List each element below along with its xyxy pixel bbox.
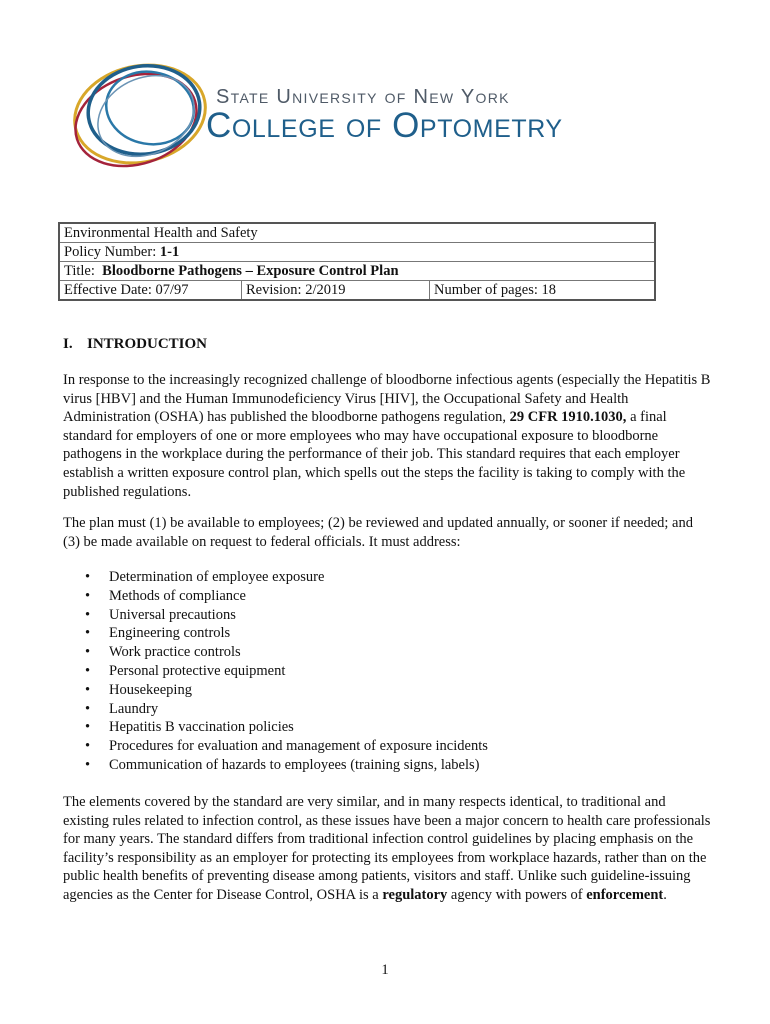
page-count: Number of pages: 18 [434,282,557,298]
regulation-citation: 29 CFR 1910.1030, [509,409,627,426]
enforcement-emphasis: enforcement [586,886,664,903]
list-item-text: Work practice controls [109,644,241,661]
plan-requirements-paragraph: The plan must (1) be available to employees; (2) be reviewed and updated annually, or sooner if needed; and (3) be made available on request to federal officials. It must address: [63,515,693,550]
list-item-text: Procedures for evaluation and management of exposure incidents [109,738,488,755]
bullet-icon: • [85,662,91,679]
list-item [63,756,488,775]
list-item [63,700,488,719]
elements-text-end: . [663,886,667,903]
page-number: 1 [381,962,389,978]
bullet-icon: • [85,719,91,736]
dates-row [60,281,654,299]
list-item-text: Communication of hazards to employees (training signs, labels) [109,756,480,773]
list-item [63,587,488,606]
list-item-text: Personal protective equipment [109,662,286,679]
list-item-text: Laundry [109,700,159,717]
regulatory-emphasis: regulatory [382,886,448,903]
intro-paragraph [63,371,713,501]
bullet-icon: • [85,700,91,717]
title-label: Title: [64,263,95,279]
list-item [63,718,488,737]
bullet-icon: • [85,681,91,698]
bullet-icon: • [85,587,91,604]
department-row [60,224,654,243]
elements-text: The elements covered by the standard are very similar, and in many respects identical, to traditional and existing rules related to infection control, as these issues have been a major concern to health care professionals for many years. The standard differs from traditional infection control guidelines by placing emphasis on the facility’s responsibility as an employer for protecting its employees from workplace hazards, rather than on the public health benefits of preventing disease among patients, visitors and staff. Unlike such guideline-issuing agencies as the Center for Disease Control, OSHA is a [63,794,711,903]
bullet-icon: • [85,569,91,585]
logo-university-name: State University of New York [216,86,510,108]
plan-topics-list [63,568,488,775]
title-row [60,262,654,281]
list-item [63,624,488,643]
list-item-text: Methods of compliance [109,587,246,604]
list-item-text: Determination of employee exposure [109,569,325,585]
rings-logo-icon [58,60,208,175]
bullet-icon: • [85,644,91,661]
policy-number-row [60,243,654,262]
list-item [63,568,488,587]
logo-college-name: College of Optometry [206,106,563,145]
revision: Revision: 2/2019 [242,281,430,299]
policy-title: Bloodborne Pathogens – Exposure Control Plan [102,263,399,279]
bullet-icon: • [85,756,91,773]
list-item [63,662,488,681]
list-item-text: Housekeeping [109,681,192,698]
standard-elements-paragraph [63,793,713,905]
bullet-icon: • [85,625,91,642]
list-item [63,681,488,700]
effective-date: Effective Date: 07/97 [60,281,242,299]
policy-number-label: Policy Number: [64,244,157,260]
department: Environmental Health and Safety [64,225,258,241]
list-item [63,737,488,756]
list-item-text: Hepatitis B vaccination policies [109,719,294,736]
section-title: INTRODUCTION [87,336,208,352]
section-heading [63,336,207,353]
intro-text-continued: a final standard for employers of one or more employees who may have occupational exposure to bloodborne pathogens in the workplace during the performance of their job. This standard requires that each employer establish a written exposure control plan, which spells out the steps the facility is taking to comply with the published regulations. [63,409,686,500]
policy-number: 1-1 [159,244,180,260]
bullet-icon: • [85,738,91,755]
bullet-icon: • [85,606,91,623]
section-number: I. [63,336,73,352]
list-item-text: Engineering controls [109,625,231,642]
list-item [63,643,488,662]
policy-header-table [58,222,656,301]
college-logo [58,60,658,175]
elements-text-middle: agency with powers of [447,886,587,903]
list-item-text: Universal precautions [109,606,236,623]
list-item [63,606,488,625]
intro-text: In response to the increasingly recognized challenge of bloodborne infectious agents (especially the Hepatitis B virus [HBV] and the Human Immunodeficiency Virus [HIV], the Occupational Safety and Health Administration (OSHA) has published the bloodborne pathogens regulation, [63,372,711,426]
